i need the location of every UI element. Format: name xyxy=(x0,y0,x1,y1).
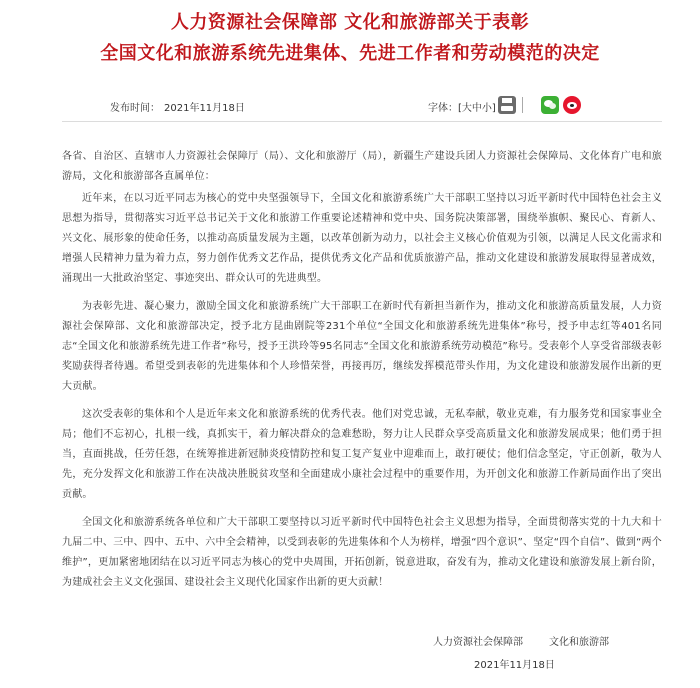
wechat-icon[interactable] xyxy=(541,96,559,114)
body-paragraph-2: 为表彰先进、凝心聚力，激励全国文化和旅游系统广大干部职工在新时代有新担当新作为，推动文化和旅游高质量发展，人力资源社会保障部、文化和旅游部决定，授予北方昆曲剧院等231个单位“全国文化和旅游系统先进集体”称号，授予申志红等401名同志“全国文化和旅游系统先进工作者”称号，授予王洪玲等95名同志“全国文化和旅游系统劳动模范”称号。受表彰个人享受省部级表彰奖励获得者待遇。希望受到表彰的先进集体和个人珍惜荣誉，再接再厉，继续发挥模范带头作用，为文化建设和旅游发展作出新的更大贡献。 xyxy=(62,301,662,392)
font-small-button[interactable]: 小 xyxy=(481,103,492,114)
salutation: 各省、自治区、直辖市人力资源社会保障厅（局）、文化和旅游厅（局），新疆生产建设兵团人力资源社会保障局、文化体育广电和旅游局，文化和旅游部各直属单位： xyxy=(62,151,662,182)
meta-divider xyxy=(62,121,662,122)
font-size-selector xyxy=(428,99,496,114)
font-label: 字体： xyxy=(428,103,458,114)
weibo-icon[interactable] xyxy=(563,96,581,114)
signature-date: 2021年11月18日 xyxy=(474,660,555,671)
document-title-line-2: 全国文化和旅游系统先进集体、先进工作者和劳动模范的决定 xyxy=(100,43,600,64)
font-medium-button[interactable]: 中 xyxy=(471,103,482,114)
font-large-button[interactable]: 大 xyxy=(461,103,472,114)
document-title-line-1: 人力资源社会保障部 文化和旅游部关于表彰 xyxy=(170,12,530,33)
signature-org-mct: 文化和旅游部 xyxy=(549,637,609,648)
signature-org-hrss: 人力资源社会保障部 xyxy=(433,637,523,648)
publish-date: 2021年11月18日 xyxy=(164,103,245,114)
printer-icon[interactable] xyxy=(498,96,516,114)
meta-bar xyxy=(0,96,700,120)
document-body xyxy=(62,147,662,601)
signature-orgs xyxy=(433,633,609,648)
body-paragraph-4: 全国文化和旅游系统各单位和广大干部职工要坚持以习近平新时代中国特色社会主义思想为指导，全面贯彻落实党的十九大和十九届二中、三中、四中、五中、六中全会精神，以受到表彰的先进集体和个人为榜样，增强“四个意识”、坚定“四个自信”、做到“两个维护”，更加紧密地团结在以习近平同志为核心的党中央周围，开拓创新，锐意进取，奋发有为，推动文化建设和旅游发展上新台阶，为建成社会主义文化强国、建设社会主义现代化国家作出新的更大贡献！ xyxy=(62,517,662,588)
font-bracket-close: ] xyxy=(491,103,496,114)
body-paragraph-1: 近年来，在以习近平同志为核心的党中央坚强领导下，全国文化和旅游系统广大干部职工坚持以习近平新时代中国特色社会主义思想为指导，贯彻落实习近平总书记关于文化和旅游工作重要论述精神和党中央、国务院决策部署，围绕举旗帜、聚民心、育新人、兴文化、展形象的使命任务，以推动高质量发展为主题，以改革创新为动力，以社会主义核心价值观为引领，以满足人民文化需求和增强人民精神力量为着力点，努力创作优秀文艺作品，提供优秀文化产品和优质旅游产品，推动文化建设和旅游发展取得显著成效，涌现出一大批政治坚定、事迹突出、群众认可的先进典型。 xyxy=(62,193,662,284)
body-paragraph-3: 这次受表彰的集体和个人是近年来文化和旅游系统的优秀代表。他们对党忠诚，无私奉献，敬业克难，有力服务党和国家事业全局；他们不忘初心，扎根一线，真抓实干，着力解决群众的急难愁盼，努力让人民群众享受高质量文化和旅游发展成果；他们勇于担当，直面挑战，任劳任怨，在统筹推进新冠肺炎疫情防控和复工复产复业中迎难而上，敢打硬仗；他们信念坚定，守正创新，敬为人先，充分发挥文化和旅游工作在决战决胜脱贫攻坚和全面建成小康社会过程中的重要作用，为开创文化和旅游工作新局面作出了突出贡献。 xyxy=(62,409,662,500)
publish-label: 发布时间： xyxy=(110,103,160,114)
icon-divider xyxy=(522,97,523,113)
publish-time xyxy=(110,99,249,114)
font-bracket-open: [ xyxy=(458,103,462,114)
